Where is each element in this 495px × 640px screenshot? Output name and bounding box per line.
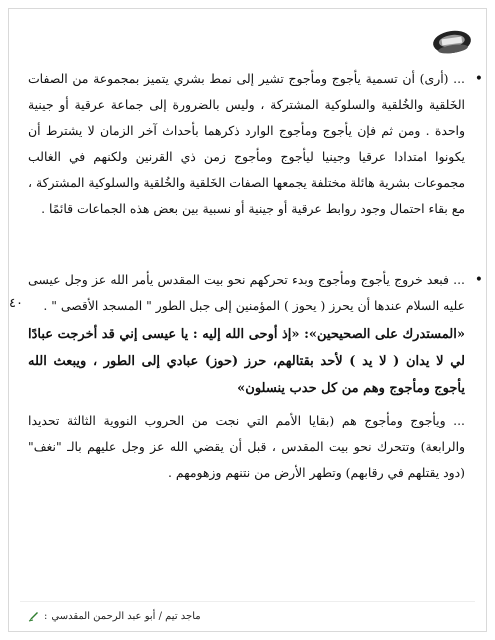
paragraph-one bbox=[28, 66, 483, 222]
footer-divider bbox=[20, 601, 475, 602]
bullet-two: • bbox=[474, 272, 483, 288]
author-credit: ماجد تيم / أبو عبد الرحمن المقدسي bbox=[51, 610, 201, 622]
paragraph-two bbox=[28, 267, 483, 319]
hadith-quote: «المستدرك على الصحيحين»: «إذ أوحى الله إليه : يا عيسى إني قد أخرجت عبادًا لي لا يدان ( لا يد ) لأحد بقتالهم، حرز (حوز) عبادي إلى الطور ، ويبعث الله يأجوج ومأجوج وهم من كل حدب ينسلون» bbox=[28, 327, 465, 396]
paragraph-two-text: ... فبعد خروج يأجوج ومأجوج وبدء تحركهم نحو بيت المقدس يأمر الله عز وجل عيسى عليه السلام عندها أن يحرز ( يحوز ) المؤمنين إلى جبل الطور " المسجد الأقصى " . bbox=[28, 272, 465, 313]
footer bbox=[28, 610, 467, 622]
bullet-one: • bbox=[474, 71, 483, 87]
footer-colon: : bbox=[44, 610, 48, 622]
paragraph-one-text: ... (أرى) أن تسمية يأجوج ومأجوج تشير إلى نمط بشري يتميز بمجموعة من الصفات الخَلقية والخُلقية والسلوكية المشتركة ، وليس بالضرورة إلى جماعة عرقية أو جينية واحدة . ومن ثم فإن يأجوج ومأجوج الوارد ذكرهما بأحداث آخر الزمان لا يشترط أن يكونوا امتدادا عرقيا وجينيا ليأجوج ومأجوج زمن ذي القرنين ولكنهم في الغالب مجموعات بشرية هائلة مختلفة يجمعها الصفات الخَلقية والخُلقية والسلوكية المشتركة ، مع بقاء احتمال وجود روابط عرقية أو جينية أو نسبية بين بعض هذه الجماعات قائمًا . bbox=[28, 71, 465, 216]
page-number: ٤٠ bbox=[9, 296, 23, 311]
pen-icon bbox=[28, 610, 40, 622]
main-content bbox=[28, 66, 483, 600]
publisher-logo-icon bbox=[429, 25, 474, 59]
closing-paragraph: ... ويأجوج ومأجوج هم (بقايا الأمم التي نجت من الحروب النووية الثالثة تحديدا والرابعة) وتتحرك نحو بيت المقدس ، قبل أن يقضي الله عز وجل عليهم بالـ "نغف" (دود يقتلهم في رقابهم) وتطهر الأرض من نتنهم وزهومهم . bbox=[28, 413, 465, 480]
